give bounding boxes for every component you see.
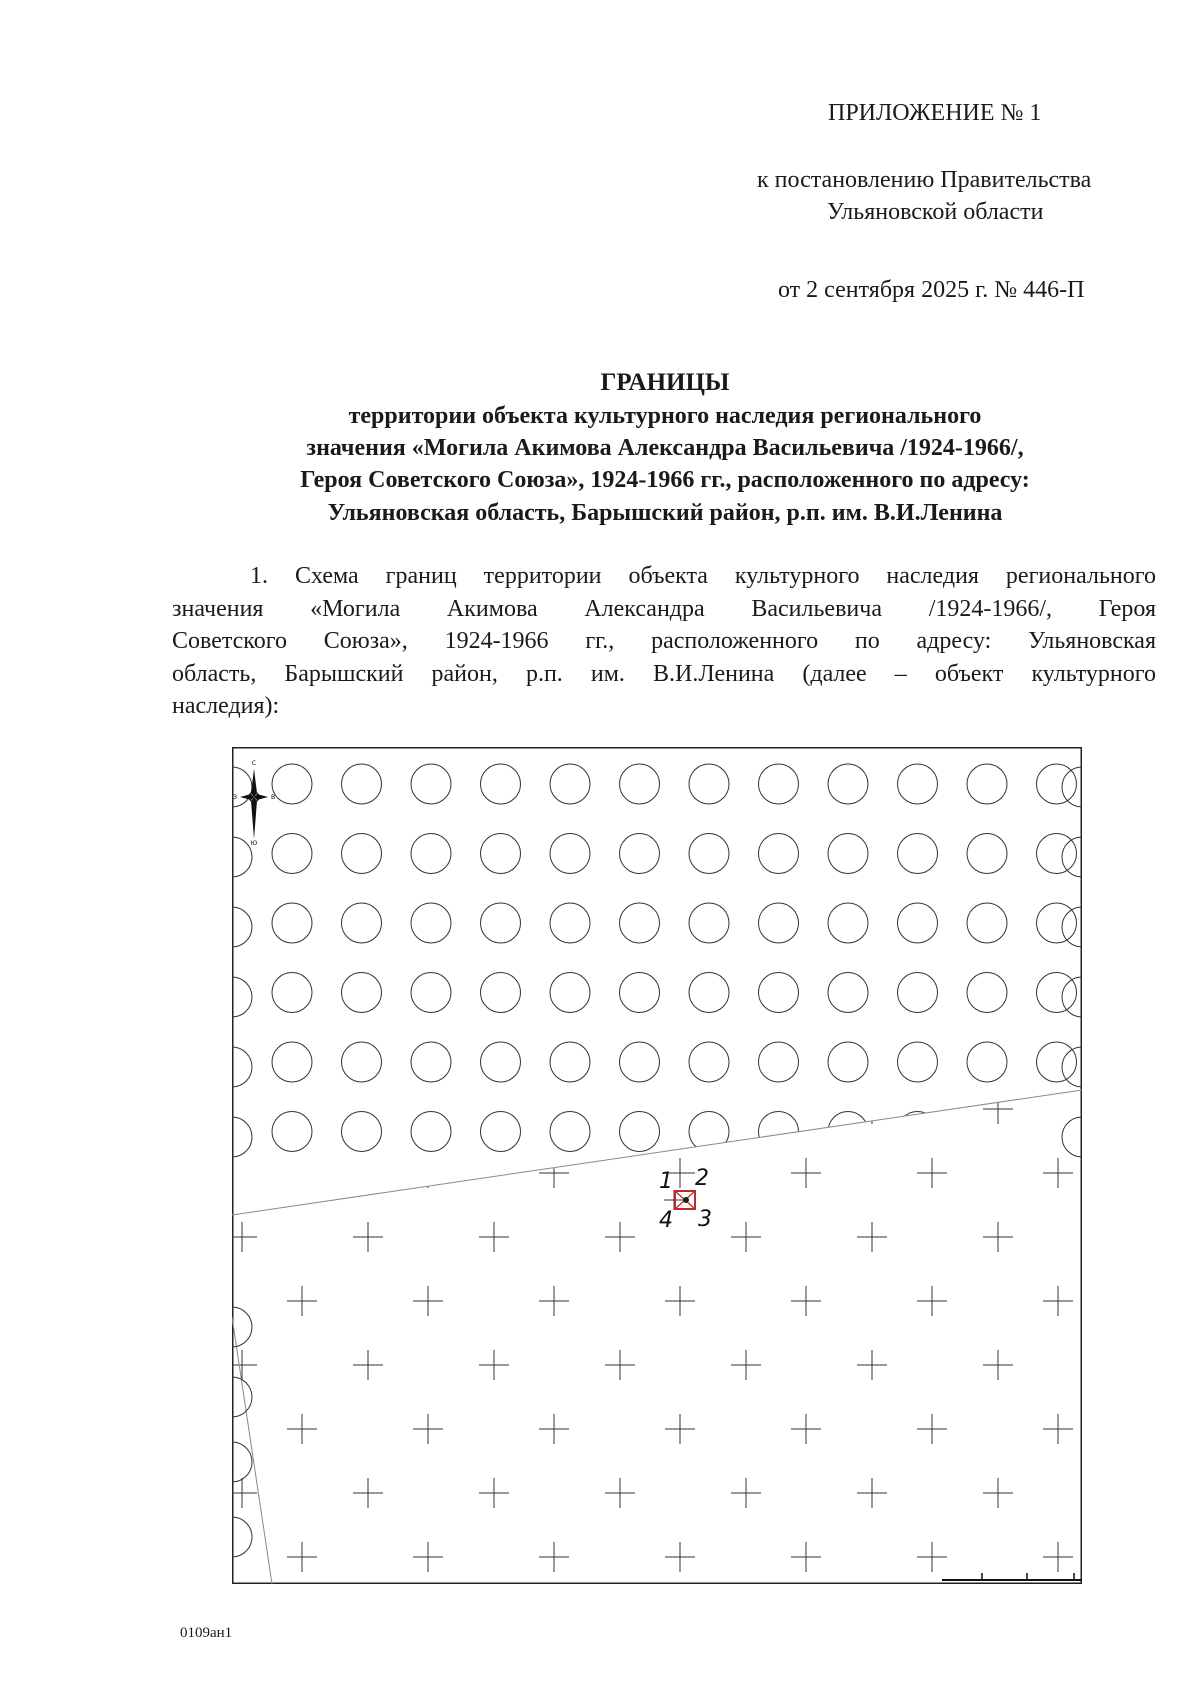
pattern-circle <box>898 1112 938 1152</box>
pattern-cross <box>539 1542 569 1572</box>
section-paragraph <box>172 560 1156 723</box>
pattern-cross <box>232 1094 257 1124</box>
pattern-cross <box>605 1222 635 1252</box>
pattern-cross <box>731 1222 761 1252</box>
pattern-cross <box>1043 1542 1073 1572</box>
pattern-circle <box>759 903 799 943</box>
pattern-circle <box>342 764 382 804</box>
pattern-circle <box>620 1042 660 1082</box>
pattern-circle <box>272 834 312 874</box>
pattern-cross <box>791 1542 821 1572</box>
pattern-cross <box>917 1286 947 1316</box>
pattern-circle <box>411 1112 451 1152</box>
pattern-circle <box>620 973 660 1013</box>
pattern-circle <box>967 1042 1007 1082</box>
pattern-cross <box>287 1286 317 1316</box>
pattern-circle <box>759 834 799 874</box>
point-label-4: 4 <box>659 1208 673 1233</box>
paragraph-line: значения «Могила Акимова Александра Васильевича /1924-1966/, Героя <box>172 595 1156 622</box>
pattern-circle <box>1037 834 1077 874</box>
left-edge-arcs <box>232 767 1082 1557</box>
pattern-circle <box>411 973 451 1013</box>
edge-arc <box>232 1517 252 1557</box>
pattern-cross <box>983 1222 1013 1252</box>
point-label-1: 1 <box>659 1169 673 1194</box>
pattern-cross <box>413 1542 443 1572</box>
pattern-cross <box>791 1158 821 1188</box>
pattern-circle <box>898 1042 938 1082</box>
pattern-circle <box>272 1042 312 1082</box>
pattern-circle <box>967 834 1007 874</box>
zone-boundary-line <box>232 1090 1082 1215</box>
pattern-circle <box>272 764 312 804</box>
pattern-circle <box>828 834 868 874</box>
edge-arc <box>232 907 252 947</box>
pattern-circle <box>898 903 938 943</box>
point-label-3: 3 <box>698 1207 712 1232</box>
pattern-circle <box>967 973 1007 1013</box>
pattern-cross <box>857 1478 887 1508</box>
edge-arc <box>232 1307 252 1347</box>
pattern-cross <box>857 1350 887 1380</box>
pattern-circle <box>898 834 938 874</box>
pattern-circle <box>550 834 590 874</box>
pattern-circle <box>481 1042 521 1082</box>
document-subtitle-line2: значения «Могила Акимова Александра Васильевича /1924-1966/, <box>306 435 1024 461</box>
pattern-circle <box>898 973 938 1013</box>
paragraph-line: Советского Союза», 1924-1966 гг., расположенного по адресу: Ульяновская <box>172 628 1156 654</box>
pattern-cross <box>353 1222 383 1252</box>
pattern-cross <box>479 1222 509 1252</box>
pattern-circle <box>342 1042 382 1082</box>
pattern-circle <box>828 1042 868 1082</box>
pattern-circle <box>342 834 382 874</box>
pattern-circle <box>1037 903 1077 943</box>
heritage-object-boundary <box>659 1166 712 1233</box>
pattern-cross <box>353 1350 383 1380</box>
pattern-cross <box>791 1286 821 1316</box>
pattern-circle <box>1037 973 1077 1013</box>
pattern-cross <box>917 1542 947 1572</box>
compass-north-label: С <box>251 760 257 767</box>
pattern-circle <box>411 903 451 943</box>
pattern-circle <box>272 1112 312 1152</box>
pattern-cross <box>539 1414 569 1444</box>
document-subtitle-line3: Героя Советского Союза», 1924-1966 гг., расположенного по адресу: <box>300 467 1030 493</box>
pattern-cross <box>539 1286 569 1316</box>
pattern-circle <box>550 1112 590 1152</box>
pattern-circle <box>620 834 660 874</box>
edge-arc <box>1062 767 1082 807</box>
pattern-circle <box>828 764 868 804</box>
decree-date: от 2 сентября 2025 г. № 446-П <box>778 277 1085 303</box>
pattern-circle <box>481 1112 521 1152</box>
pattern-circle <box>550 764 590 804</box>
pattern-circle <box>1037 1112 1077 1152</box>
pattern-cross <box>665 1414 695 1444</box>
decree-reference-line2: Ульяновской области <box>827 199 1044 225</box>
pattern-cross <box>479 1094 509 1124</box>
pattern-circle <box>481 903 521 943</box>
pattern-circle <box>967 903 1007 943</box>
compass-west-label: З <box>233 794 237 801</box>
pattern-cross <box>1043 1158 1073 1188</box>
pattern-cross <box>731 1350 761 1380</box>
pattern-cross <box>232 1350 257 1380</box>
point-label-2: 2 <box>695 1166 709 1191</box>
pattern-circle <box>411 834 451 874</box>
edge-arc <box>1062 837 1082 877</box>
pattern-cross <box>287 1414 317 1444</box>
cemetery-pattern <box>272 764 1082 1152</box>
pattern-circle <box>342 1112 382 1152</box>
pattern-cross <box>479 1350 509 1380</box>
grave-marker <box>683 1197 689 1203</box>
compass-east-label: В <box>270 794 276 801</box>
paragraph-line: 1. Схема границ территории объекта культурного наследия регионального <box>250 563 1156 589</box>
decree-reference-line1: к постановлению Правительства <box>757 167 1092 193</box>
pattern-cross <box>539 1158 569 1188</box>
pattern-circle <box>550 1042 590 1082</box>
pattern-cross <box>605 1478 635 1508</box>
pattern-cross <box>665 1542 695 1572</box>
pattern-cross <box>917 1158 947 1188</box>
pattern-circle <box>689 834 729 874</box>
pattern-cross <box>413 1158 443 1188</box>
edge-arc <box>232 767 252 807</box>
pattern-circle <box>342 903 382 943</box>
pattern-cross <box>479 1478 509 1508</box>
pattern-circle <box>272 903 312 943</box>
pattern-cross <box>413 1286 443 1316</box>
pattern-circle <box>828 1112 868 1152</box>
pattern-circle <box>759 1112 799 1152</box>
edge-arc <box>1062 1117 1082 1157</box>
compass-south-label: Ю <box>250 840 258 847</box>
pattern-cross <box>1043 1414 1073 1444</box>
pattern-cross <box>232 1478 257 1508</box>
pattern-circle <box>689 973 729 1013</box>
pattern-cross <box>983 1478 1013 1508</box>
grass-pattern <box>232 1094 1082 1584</box>
pattern-circle <box>898 764 938 804</box>
pattern-circle <box>620 903 660 943</box>
pattern-circle <box>689 764 729 804</box>
document-subtitle-line1: территории объекта культурного наследия регионального <box>348 403 982 429</box>
pattern-cross <box>287 1542 317 1572</box>
edge-arc <box>232 977 252 1017</box>
pattern-circle <box>1037 1042 1077 1082</box>
pattern-cross <box>413 1414 443 1444</box>
pattern-circle <box>759 1042 799 1082</box>
pattern-circle <box>481 764 521 804</box>
pattern-circle <box>759 973 799 1013</box>
paragraph-line: область, Барышский район, р.п. им. В.И.Ленина (далее – объект культурного <box>172 660 1156 687</box>
edge-arc <box>1062 1047 1082 1087</box>
pattern-cross <box>605 1350 635 1380</box>
pattern-circle <box>481 973 521 1013</box>
pattern-cross <box>353 1478 383 1508</box>
document-code: 0109ан1 <box>180 1625 233 1641</box>
pattern-circle <box>689 903 729 943</box>
pattern-circle <box>689 1112 729 1152</box>
paragraph-line: наследия): <box>172 693 280 719</box>
pattern-circle <box>828 903 868 943</box>
pattern-cross <box>353 1094 383 1124</box>
edge-arc <box>232 837 252 877</box>
pattern-cross <box>731 1094 761 1124</box>
pattern-cross <box>983 1094 1013 1124</box>
pattern-cross <box>731 1478 761 1508</box>
pattern-circle <box>411 1042 451 1082</box>
document-subtitle-line4: Ульяновская область, Барышский район, р.п. им. В.И.Ленина <box>327 500 1003 526</box>
edge-arc <box>232 1047 252 1087</box>
pattern-circle <box>550 903 590 943</box>
pattern-circle <box>620 1112 660 1152</box>
pattern-cross <box>1043 1286 1073 1316</box>
pattern-cross <box>857 1222 887 1252</box>
pattern-circle <box>967 764 1007 804</box>
pattern-circle <box>967 1112 1007 1152</box>
edge-arc <box>232 1442 252 1482</box>
pattern-cross <box>791 1414 821 1444</box>
pattern-circle <box>411 764 451 804</box>
pattern-cross <box>287 1158 317 1188</box>
document-title: ГРАНИЦЫ <box>600 369 730 396</box>
pattern-cross <box>232 1222 257 1252</box>
pattern-circle <box>272 973 312 1013</box>
pattern-cross <box>605 1094 635 1124</box>
pattern-circle <box>620 764 660 804</box>
boundary-scheme-map <box>232 747 1082 1584</box>
pattern-circle <box>759 764 799 804</box>
scale-bar-fragment <box>942 1573 1082 1580</box>
north-arrow-icon <box>233 760 275 847</box>
appendix-title: ПРИЛОЖЕНИЕ № 1 <box>828 100 1042 126</box>
pattern-cross <box>983 1350 1013 1380</box>
pattern-circle <box>828 973 868 1013</box>
road-edge-line <box>232 1317 272 1584</box>
pattern-cross <box>917 1414 947 1444</box>
pattern-circle <box>481 834 521 874</box>
pattern-circle <box>342 973 382 1013</box>
pattern-circle <box>689 1042 729 1082</box>
edge-arc <box>232 1117 252 1157</box>
pattern-circle <box>550 973 590 1013</box>
pattern-cross <box>665 1286 695 1316</box>
